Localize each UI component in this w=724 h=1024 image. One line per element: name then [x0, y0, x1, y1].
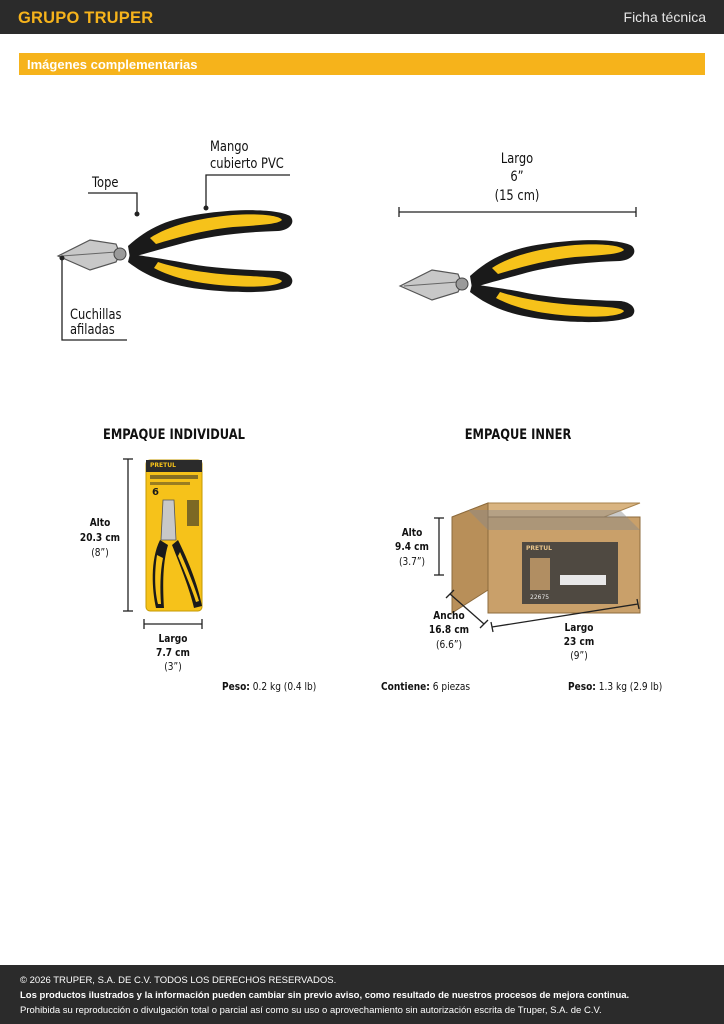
inner-largo-cm: 23 cm	[563, 635, 595, 648]
inner-ancho-label: Ancho	[433, 609, 465, 622]
dimension-cm: (15 cm)	[494, 188, 540, 204]
individual-largo-label: Largo	[158, 632, 188, 645]
inner-ancho-cm: 16.8 cm	[428, 623, 470, 636]
footer-prohibition: Prohibida su reproducción o divulgación total o parcial así como su uso o aprovechamiento sin autorización escrita de Truper, S.A. de C.V.	[20, 1005, 602, 1016]
callout-mango-line1: Mango	[210, 139, 249, 155]
callout-dot-cuchillas	[60, 256, 65, 261]
inner-ancho-in: (6.6”)	[435, 638, 463, 651]
callout-mango-line2: cubierto PVC	[210, 156, 284, 172]
inner-largo-in: (9”)	[570, 649, 588, 662]
callout-tope: Tope	[92, 175, 119, 191]
package-card-brand: PRETUL	[150, 462, 176, 469]
plier-image-annotated	[58, 210, 292, 292]
document-type: Ficha técnica	[623, 9, 706, 25]
inner-package-title: EMPAQUE INNER	[464, 427, 572, 443]
inner-height-line	[434, 518, 444, 575]
box-brand: PRETUL	[526, 545, 552, 552]
individual-largo-cm: 7.7 cm	[156, 646, 190, 659]
individual-largo-in: (3”)	[164, 660, 182, 673]
dimension-inches: 6”	[510, 169, 524, 185]
individual-peso	[222, 680, 316, 693]
blister-package-image	[146, 460, 202, 611]
footer	[0, 965, 724, 1024]
individual-peso-label: Peso:	[222, 680, 250, 693]
callout-dot-mango	[204, 206, 209, 211]
box-code: 22675	[530, 594, 550, 601]
inner-contiene-value: 6 piezas	[432, 680, 471, 693]
callout-cuchillas-line1: Cuchillas	[70, 307, 122, 323]
individual-alto-cm: 20.3 cm	[79, 531, 121, 544]
individual-height-line	[123, 459, 133, 611]
individual-peso-value: 0.2 kg (0.4 lb)	[252, 680, 317, 693]
inner-peso	[568, 680, 662, 693]
inner-alto-cm: 9.4 cm	[395, 540, 429, 553]
dimension-label: Largo	[500, 151, 534, 167]
inner-peso-value: 1.3 kg (2.9 lb)	[598, 680, 663, 693]
footer-notice: Los productos ilustrados y la información pueden cambiar sin previo aviso, como resultado de nuestros procesos de mejora continua.	[20, 990, 630, 1001]
plier-image-dimension	[400, 240, 634, 322]
footer-copyright: © 2026 TRUPER, S.A. DE C.V. TODOS LOS DERECHOS RESERVADOS.	[20, 975, 337, 986]
inner-peso-label: Peso:	[568, 680, 596, 693]
section-title: Imágenes complementarias	[27, 57, 198, 72]
length-dimension-line	[399, 207, 636, 217]
individual-width-line	[144, 619, 202, 629]
package-card-size: 6	[152, 487, 159, 498]
inner-alto-label: Alto	[401, 526, 423, 539]
inner-contiene	[381, 680, 470, 693]
individual-alto-in: (8”)	[91, 546, 109, 559]
brand-logo: GRUPO TRUPER	[18, 9, 154, 27]
callout-cuchillas-line2: afiladas	[70, 322, 115, 338]
inner-alto-in: (3.7”)	[398, 555, 426, 568]
individual-alto-label: Alto	[89, 516, 111, 529]
callout-dot-tope	[135, 212, 140, 217]
individual-package-title: EMPAQUE INDIVIDUAL	[103, 427, 245, 443]
inner-largo-label: Largo	[564, 621, 594, 634]
inner-contiene-label: Contiene:	[381, 680, 430, 693]
